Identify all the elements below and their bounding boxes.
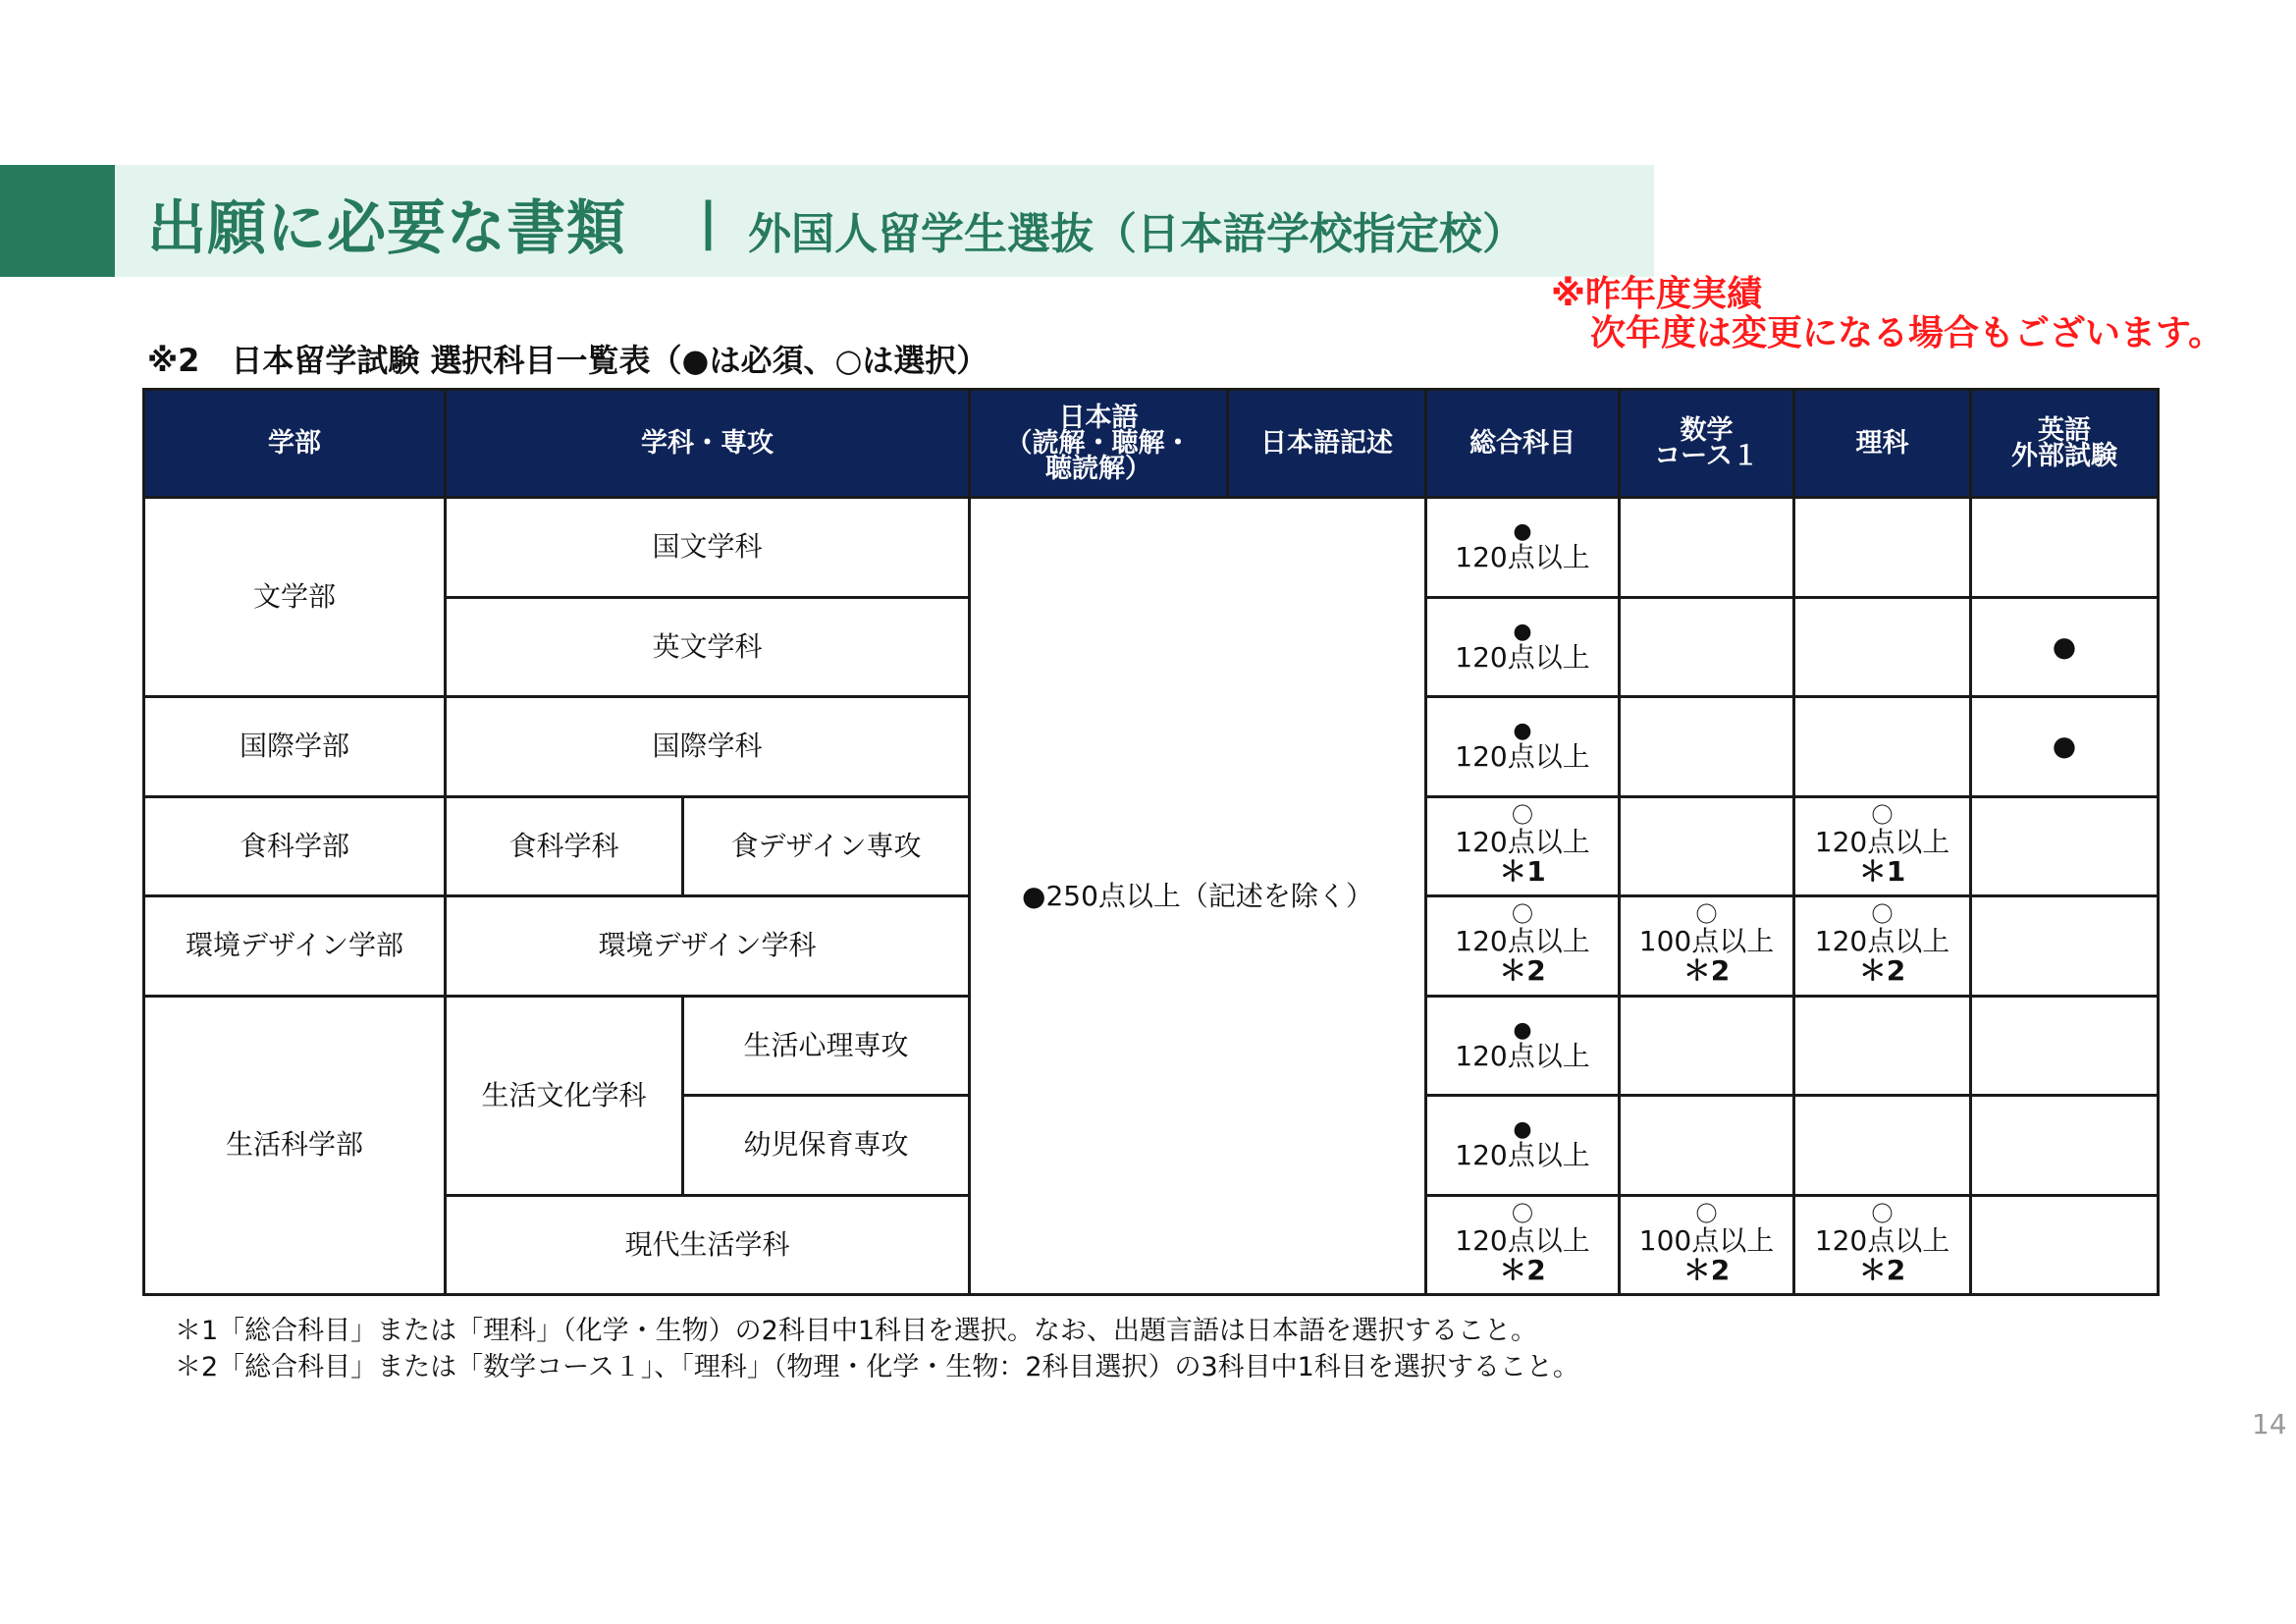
major-cell: 生活心理専攻	[683, 996, 970, 1096]
footnote-ref: ＊1	[1499, 854, 1546, 888]
score-text: 120点以上	[1455, 640, 1590, 674]
department-cell: 環境デザイン学科	[446, 896, 970, 997]
footnote-ref: ＊2	[1682, 1253, 1731, 1286]
title-accent-block	[0, 165, 115, 277]
col-english-l2: 外部試験	[2011, 440, 2117, 471]
col-japanese-l1: 日本語	[1058, 402, 1139, 433]
general-cell	[1426, 1195, 1620, 1295]
table-caption: ※2 日本留学試験 選択科目一覧表（●は必須、○は選択）	[147, 342, 988, 379]
footnote-ref: ＊2	[1682, 954, 1731, 988]
math-cell	[1620, 498, 1794, 598]
footnote-ref: ＊2	[1499, 1253, 1546, 1286]
department-cell: 食科学科	[446, 796, 683, 896]
general-cell	[1426, 498, 1620, 598]
col-science: 理科	[1794, 390, 1971, 498]
footnote-ref: ＊2	[1499, 954, 1546, 988]
science-cell	[1794, 796, 1971, 896]
major-cell: 幼児保育専攻	[683, 1096, 970, 1196]
math-cell	[1620, 697, 1794, 797]
col-japanese-writing: 日本語記述	[1228, 390, 1426, 498]
faculty-cell: 文学部	[144, 498, 446, 697]
general-cell	[1426, 697, 1620, 797]
page-number: 14	[2252, 1408, 2287, 1440]
col-department: 学科・専攻	[446, 390, 970, 498]
optional-mark: 〇	[1511, 903, 1533, 929]
english-cell: ●	[1971, 697, 2159, 797]
subjects-table	[142, 388, 2160, 1296]
english-cell	[1971, 996, 2159, 1096]
title-separator: |	[699, 192, 718, 251]
notice-line-1: ※昨年度実績	[1551, 274, 1762, 314]
page-title: 出願に必要な書類	[147, 194, 626, 263]
col-math-l1: 数学	[1680, 414, 1734, 446]
english-cell	[1971, 1096, 2159, 1196]
optional-mark: 〇	[1695, 903, 1718, 929]
optional-mark: 〇	[1511, 1202, 1533, 1227]
faculty-cell: 国際学部	[144, 697, 446, 797]
general-cell	[1426, 896, 1620, 997]
col-english-l1: 英語	[2038, 414, 2091, 446]
required-mark: ●	[1513, 1117, 1532, 1143]
col-japanese-l3: 聴読解）	[1045, 453, 1151, 484]
score-text: 120点以上	[1814, 1223, 1950, 1257]
score-text: 120点以上	[1455, 825, 1590, 858]
department-cell: 英文学科	[446, 597, 970, 697]
faculty-cell: 食科学部	[144, 796, 446, 896]
math-cell	[1620, 597, 1794, 697]
department-cell: 国際学科	[446, 697, 970, 797]
faculty-cell: 生活科学部	[144, 996, 446, 1295]
col-math	[1620, 390, 1794, 498]
score-text: 120点以上	[1455, 1039, 1590, 1072]
general-cell	[1426, 996, 1620, 1096]
general-cell	[1426, 1096, 1620, 1196]
score-text: 120点以上	[1455, 740, 1590, 774]
col-math-l2: コース１	[1654, 440, 1759, 471]
footnote-2: ＊2「総合科目」または「数学コース１」、「理科」（物理・化学・生物：2科目選択）の3科目中1科目を選択すること。	[175, 1352, 1579, 1382]
required-mark: ●	[1513, 519, 1532, 545]
math-cell	[1620, 1195, 1794, 1295]
english-cell	[1971, 498, 2159, 598]
optional-mark: 〇	[1871, 803, 1894, 829]
department-cell: 国文学科	[446, 498, 970, 598]
math-cell	[1620, 1096, 1794, 1196]
col-japanese	[970, 390, 1228, 498]
optional-mark: 〇	[1871, 903, 1894, 929]
english-cell	[1971, 796, 2159, 896]
required-mark: ●	[1513, 619, 1532, 644]
science-cell	[1794, 498, 1971, 598]
optional-mark: 〇	[1871, 1202, 1894, 1227]
english-cell	[1971, 1195, 2159, 1295]
score-text: 100点以上	[1638, 925, 1775, 958]
optional-mark: 〇	[1695, 1202, 1718, 1227]
department-cell: 生活文化学科	[446, 996, 683, 1195]
science-cell	[1794, 1096, 1971, 1196]
japanese-requirement-cell: ●250点以上（記述を除く）	[970, 498, 1426, 1295]
col-faculty: 学部	[144, 390, 446, 498]
general-cell	[1426, 597, 1620, 697]
major-cell: 食デザイン専攻	[683, 796, 970, 896]
science-cell	[1794, 896, 1971, 997]
required-mark: ●	[1513, 719, 1532, 744]
col-general: 総合科目	[1426, 390, 1620, 498]
science-cell	[1794, 697, 1971, 797]
required-mark: ●	[1513, 1017, 1532, 1043]
faculty-cell: 環境デザイン学部	[144, 896, 446, 997]
math-cell	[1620, 796, 1794, 896]
score-text: 120点以上	[1455, 1223, 1590, 1257]
science-cell	[1794, 1195, 1971, 1295]
notice-line-2: 次年度は変更になる場合もございます。	[1590, 313, 2224, 353]
math-cell	[1620, 896, 1794, 997]
math-cell	[1620, 996, 1794, 1096]
page-subtitle: 外国人留学生選抜（日本語学校指定校）	[748, 209, 1525, 259]
science-cell	[1794, 996, 1971, 1096]
notice	[1551, 275, 2223, 353]
footnote-ref: ＊2	[1858, 1253, 1906, 1286]
score-text: 120点以上	[1814, 925, 1950, 958]
score-text: 100点以上	[1638, 1223, 1775, 1257]
col-japanese-l2: （読解・聴解・	[1005, 427, 1192, 459]
score-text: 120点以上	[1455, 1139, 1590, 1172]
footnote-ref: ＊1	[1858, 854, 1906, 888]
general-cell	[1426, 796, 1620, 896]
score-text: 120点以上	[1455, 925, 1590, 958]
score-text: 120点以上	[1814, 825, 1950, 858]
english-cell: ●	[1971, 597, 2159, 697]
science-cell	[1794, 597, 1971, 697]
footnote-1: ＊1「総合科目」または「理科」（化学・生物）の2科目中1科目を選択。なお、出題言語は日本語を選択すること。	[175, 1316, 1538, 1346]
department-cell: 現代生活学科	[446, 1195, 970, 1295]
english-cell	[1971, 896, 2159, 997]
table-row	[144, 498, 2159, 598]
score-text: 120点以上	[1455, 541, 1590, 574]
col-english	[1971, 390, 2159, 498]
table-header-row	[144, 390, 2159, 498]
optional-mark: 〇	[1511, 803, 1533, 829]
footnote-ref: ＊2	[1858, 954, 1906, 988]
